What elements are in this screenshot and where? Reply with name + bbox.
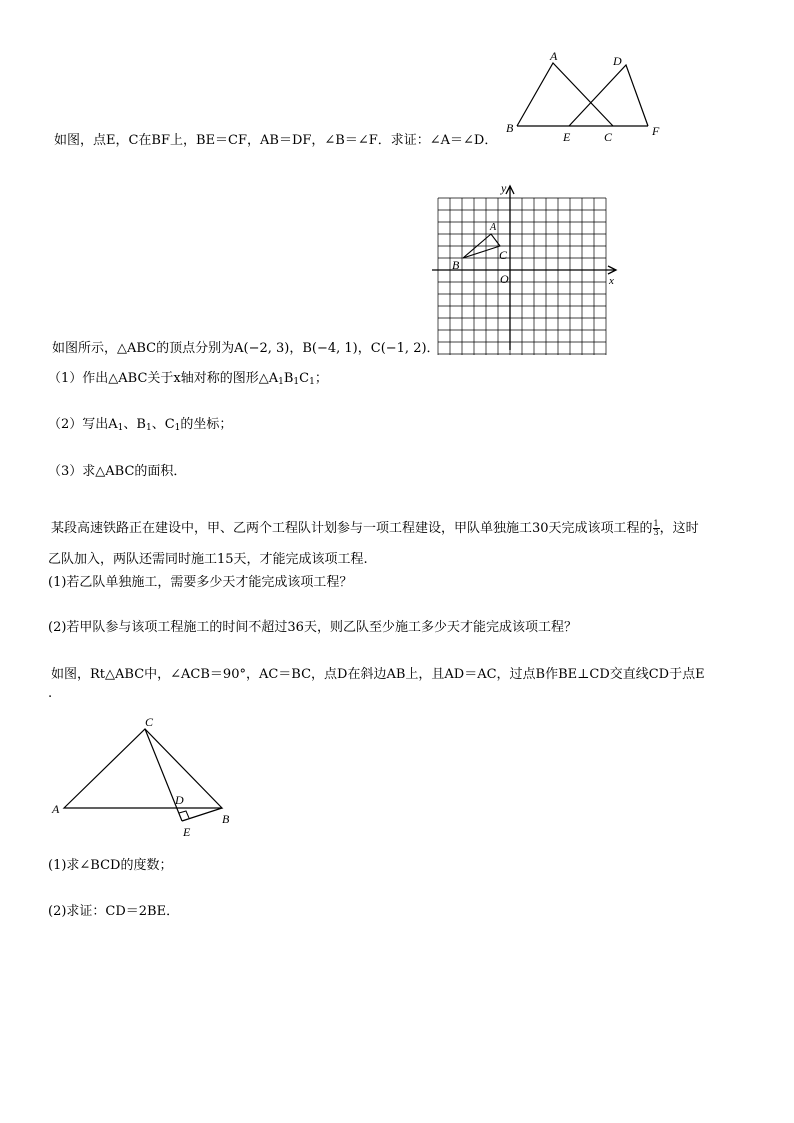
problem2-q2: （2）写出$A_1$、$B_1$、$C_1$的坐标； bbox=[48, 417, 233, 433]
problem4-q2: (2)求证：CD＝2BE． bbox=[48, 904, 180, 919]
problem4-figure bbox=[44, 712, 244, 842]
segment-ce bbox=[145, 729, 182, 821]
grid-label-o: O bbox=[500, 272, 509, 286]
problem3-q2: (2)若甲队参与该项工程施工的时间不超过36天，则乙队至少施工多少天才能完成该项工程？ bbox=[48, 620, 577, 635]
problem3-line2: 乙队加入，两队还需同时施工15天，才能完成该项工程. bbox=[48, 552, 368, 567]
grid-label-c: C bbox=[499, 248, 508, 262]
fig4-label-a: A bbox=[52, 802, 60, 816]
label-b: B bbox=[506, 121, 514, 135]
problem4-q1: (1)求∠BCD的度数； bbox=[48, 858, 173, 873]
label-f: F bbox=[652, 124, 660, 138]
fig4-label-b: B bbox=[222, 812, 230, 826]
grid-label-b: B bbox=[452, 258, 460, 272]
fig4-label-c: C bbox=[145, 715, 154, 729]
grid-label-y: y bbox=[501, 181, 507, 195]
problem1-text: 如图，点E，C在BF上，BE＝CF，AB＝DF，∠B＝∠F．求证：∠A＝∠D． bbox=[54, 133, 498, 148]
triangle-abc-right bbox=[64, 729, 222, 808]
problem2-q3: （3）求△ABC的面积． bbox=[48, 464, 187, 479]
label-c: C bbox=[604, 130, 613, 144]
grid-label-x: x bbox=[609, 275, 614, 287]
grid-label-a: A bbox=[490, 222, 497, 233]
problem2-q1: （1）作出△ABC关于x轴对称的图形$\triangle A_1B_1C_1$； bbox=[48, 371, 328, 387]
problem4-line2: . bbox=[48, 686, 53, 701]
label-e: E bbox=[563, 130, 571, 144]
grid-lines bbox=[438, 198, 606, 355]
problem1-figure bbox=[500, 48, 675, 148]
fig4-label-e: E bbox=[183, 825, 191, 839]
problem3-line1: 某段高速铁路正在建设中，甲、乙两个工程队计划参与一项工程建设，甲队单独施工30天完成该项工程的 $\frac{1}{3}$ ，这时 bbox=[51, 519, 699, 537]
label-d: D bbox=[613, 54, 622, 68]
problem2-stem: 如图所示，△ABC的顶点分别为A(−2, 3)，B(−4, 1)，C(−1, 2)． bbox=[52, 341, 440, 356]
problem4-line1: 如图，Rt△ABC中，∠ACB＝90°，AC＝BC，点D在斜边AB上，且AD＝AC，过点B作BE⊥CD交直线CD于点E bbox=[51, 667, 705, 682]
fig4-label-d: D bbox=[175, 793, 184, 807]
label-a: A bbox=[550, 49, 558, 63]
triangle-def bbox=[569, 65, 648, 126]
coordinate-grid-figure bbox=[428, 180, 623, 355]
fraction-one-third: $\frac{1}{3}$ bbox=[653, 519, 659, 537]
problem3-q1: (1)若乙队单独施工，需要多少天才能完成该项工程？ bbox=[48, 575, 353, 590]
